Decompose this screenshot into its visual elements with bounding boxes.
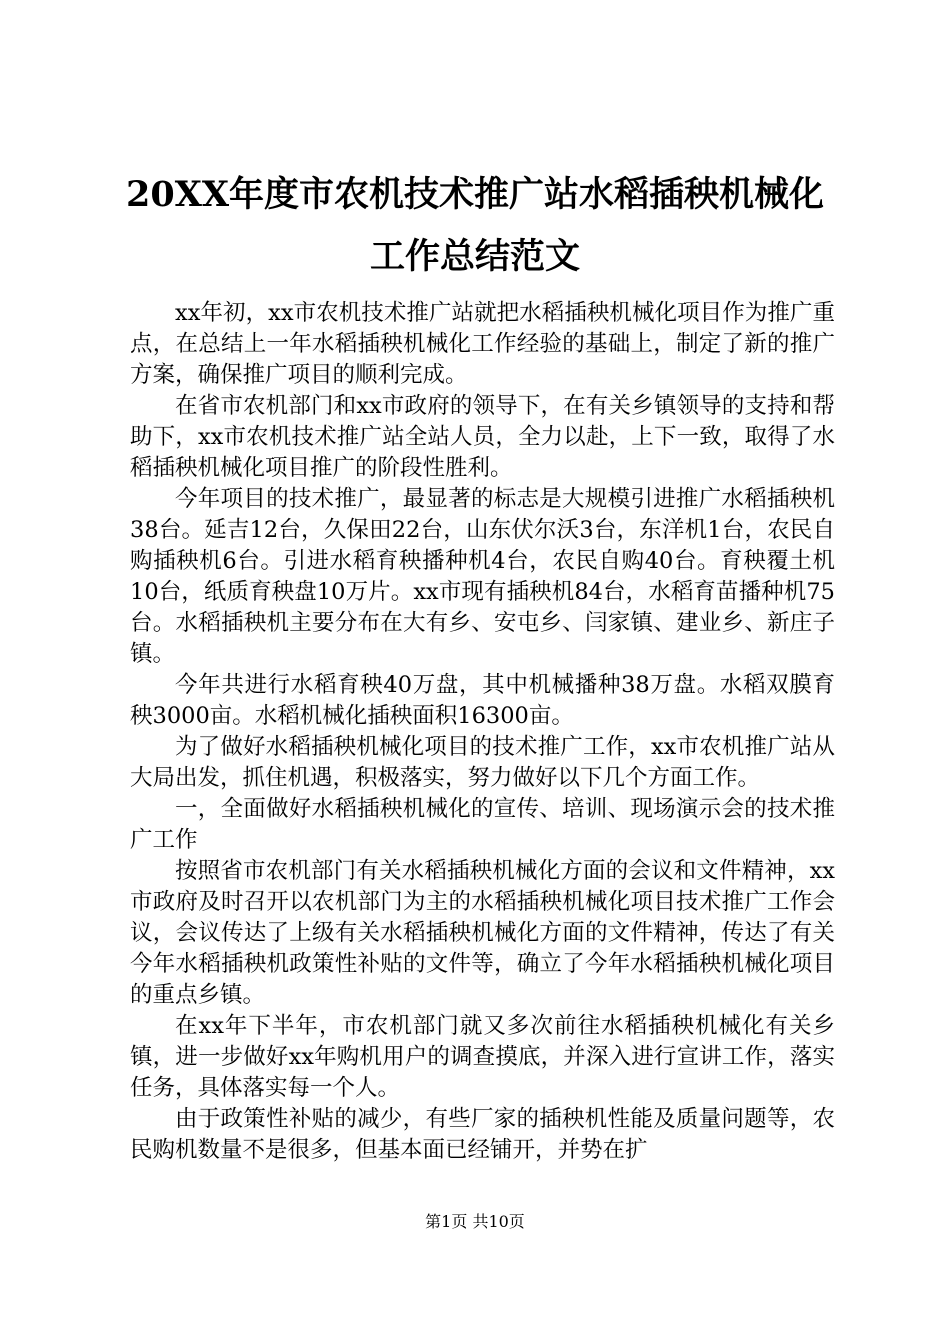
body-paragraph: 今年共进行水稻育秧40万盘，其中机械播种38万盘。水稻双膜育秧3000亩。水稻机械化插秧面积16300亩。 <box>130 672 835 729</box>
body-paragraph: 按照省市农机部门有关水稻插秧机械化方面的会议和文件精神，xx市政府及时召开以农机部门为主的水稻插秧机械化项目技术推广工作会议，会议传达了上级有关水稻插秧机械化方面的文件精神，传达了有关今年水稻插秧机政策性补贴的文件等，确立了今年水稻插秧机械化项目的重点乡镇。 <box>130 858 835 1008</box>
body-paragraph: 今年项目的技术推广，最显著的标志是大规模引进推广水稻插秧机38台。延吉12台，久保田22台，山东伏尔沃3台，东洋机1台，农民自购插秧机6台。引进水稻育秧播种机4台，农民自购40台。育秧覆土机10台，纸质育秧盘10万片。xx市现有插秧机84台，水稻育苗播种机75台。水稻插秧机主要分布在大有乡、安屯乡、闫家镇、建业乡、新庄子镇。 <box>130 486 835 667</box>
body-paragraph: xx年初，xx市农机技术推广站就把水稻插秧机械化项目作为推广重点，在总结上一年水稻插秧机械化工作经验的基础上，制定了新的推广方案，确保推广项目的顺利完成。 <box>130 300 835 388</box>
document-title-line-1: 20XX年度市农机技术推广站水稻插秧机械化 <box>125 174 825 215</box>
body-paragraph: 在省市农机部门和xx市政府的领导下，在有关乡镇领导的支持和帮助下，xx市农机技术推广站全站人员，全力以赴，上下一致，取得了水稻插秧机械化项目推广的阶段性胜利。 <box>130 393 835 481</box>
document-body <box>130 298 835 1166</box>
body-paragraph: 为了做好水稻插秧机械化项目的技术推广工作，xx市农机推广站从大局出发，抓住机遇，积极落实，努力做好以下几个方面工作。 <box>130 734 835 791</box>
document-title-line-2: 工作总结范文 <box>369 236 580 277</box>
page-number-footer: 第1页 共10页 <box>425 1212 525 1231</box>
body-paragraph: 在xx年下半年，市农机部门就又多次前往水稻插秧机械化有关乡镇，进一步做好xx年购机用户的调查摸底，并深入进行宣讲工作，落实任务，具体落实每一个人。 <box>130 1013 835 1101</box>
section-heading: 一，全面做好水稻插秧机械化的宣传、培训、现场演示会的技术推广工作 <box>130 796 835 853</box>
body-paragraph: 由于政策性补贴的减少，有些厂家的插秧机性能及质量问题等，农民购机数量不是很多，但基本面已经铺开，并势在扩 <box>130 1106 835 1163</box>
